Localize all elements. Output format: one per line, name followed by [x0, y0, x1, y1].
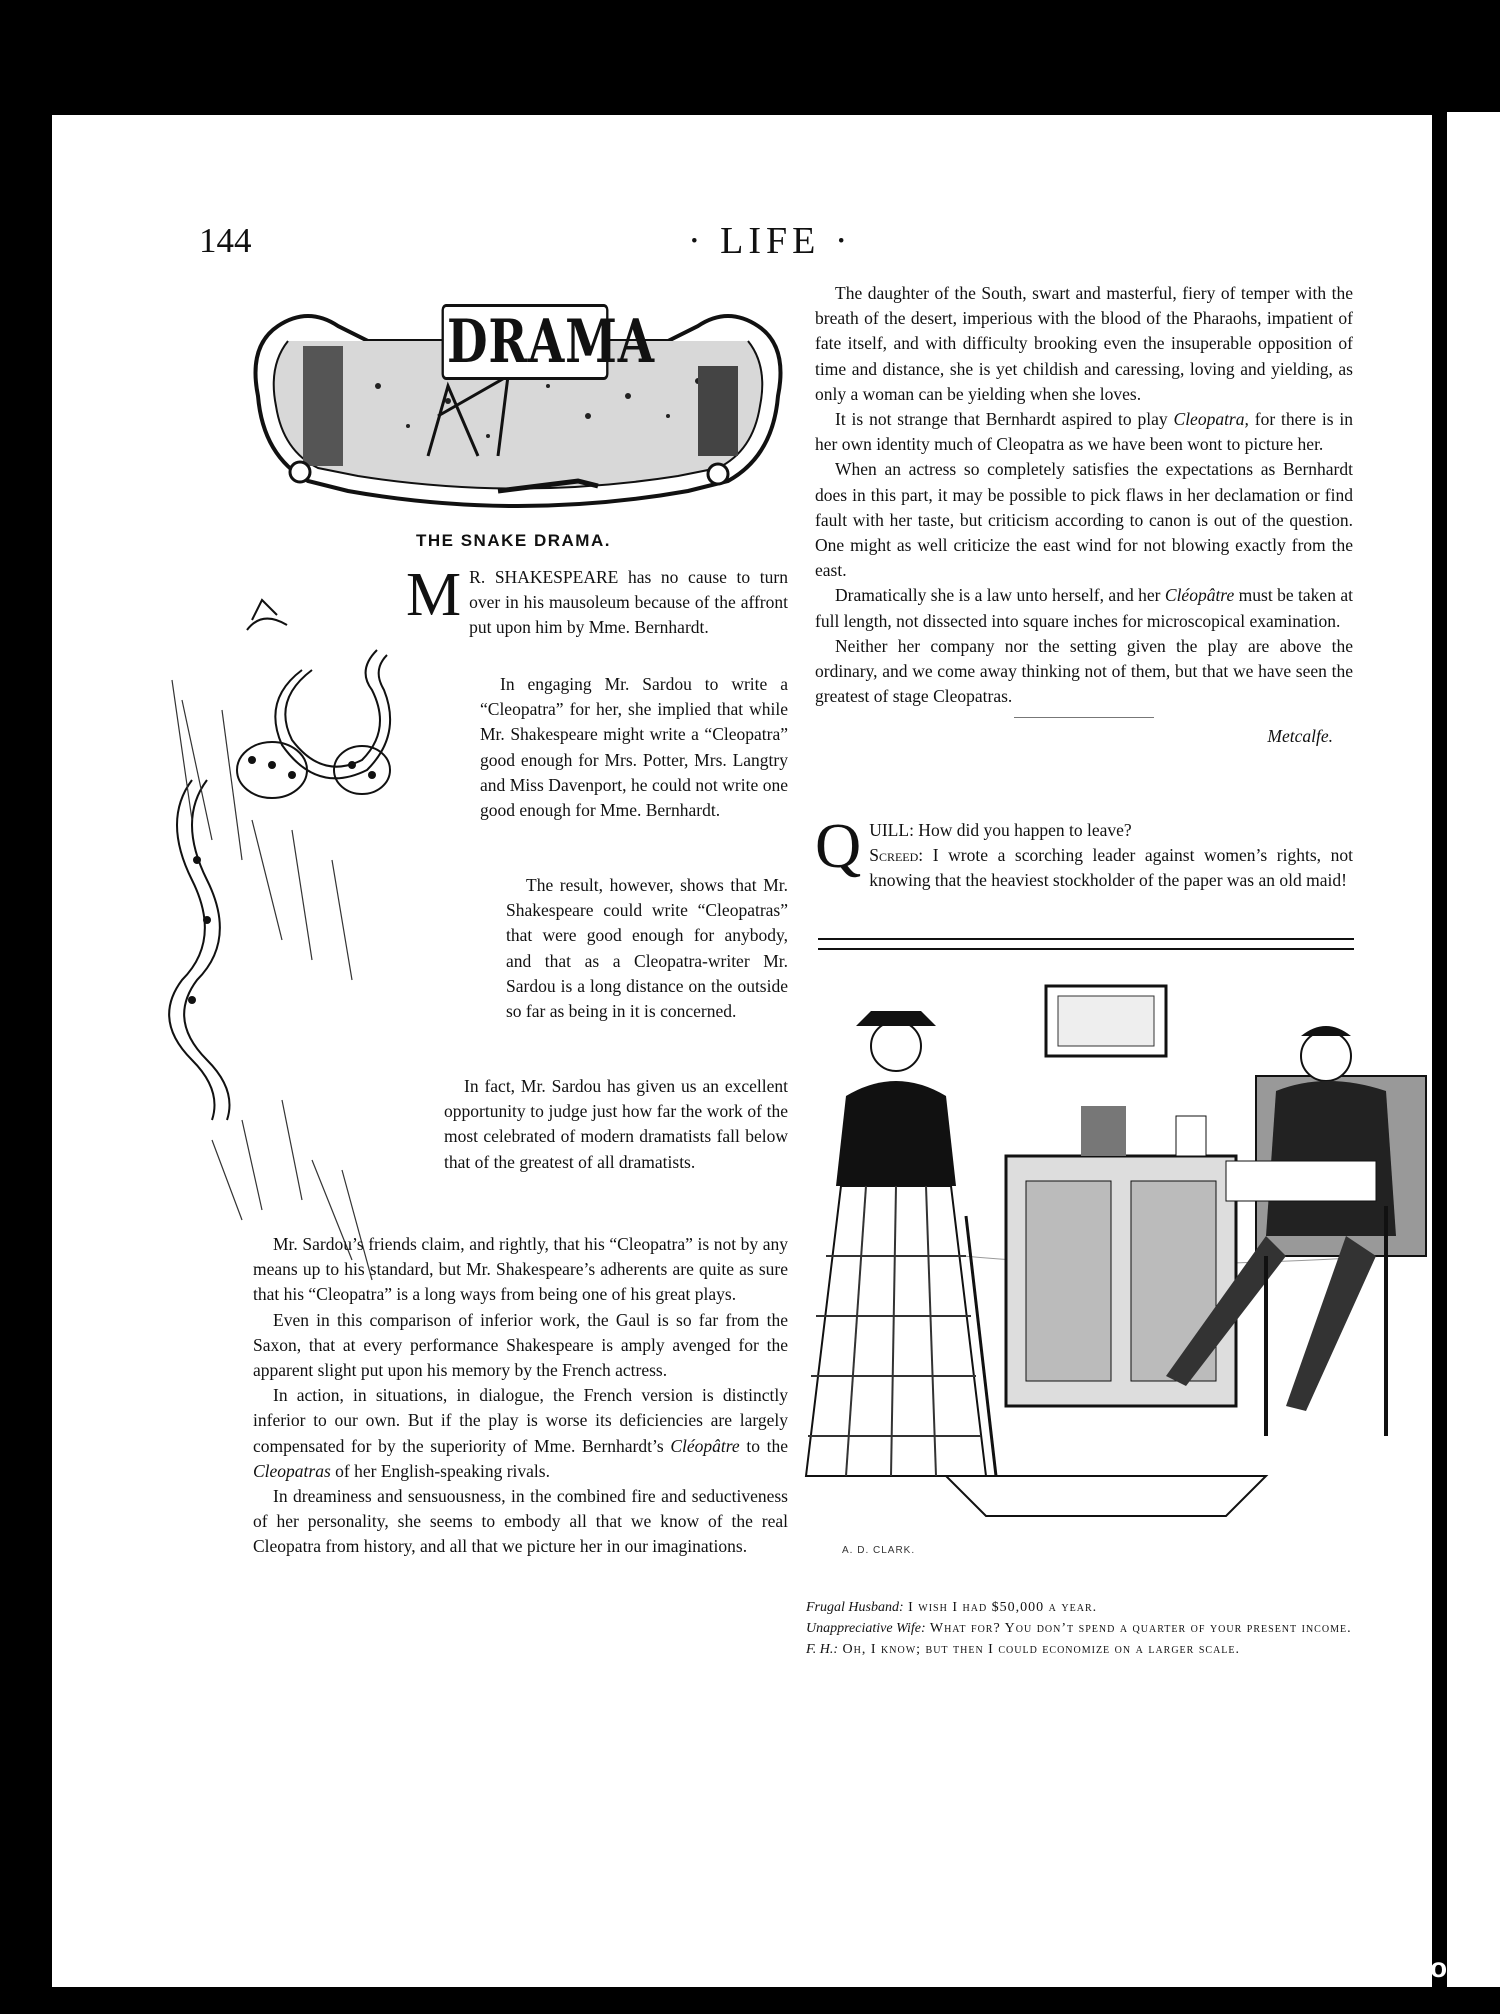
page-number: 144	[199, 221, 252, 260]
italic-title: Cléopâtre	[1164, 585, 1235, 606]
article-lower-block	[253, 1232, 788, 1560]
text-run: In action, in situations, in dialogue, the French version is distinctly inferior to our own. But if the play is worse its deficiencies are largely compensated for by the superiority of Mme. Bernhardt’s	[253, 1385, 788, 1456]
article-paragraph-r4	[815, 583, 1353, 633]
article-paragraph-r5: Neither her company nor the setting given the play are above the ordinary, and we come away thinking not of them, but that we have seen the greatest of stage Cleopatras.	[815, 635, 1353, 707]
caption-line-1	[788, 1597, 1358, 1618]
article-dropcap: M	[406, 561, 462, 629]
masthead: · LIFE ·	[688, 220, 853, 262]
next-page-edge	[1447, 112, 1500, 1987]
cartoon-illustration	[786, 956, 1438, 1546]
caption-speaker: F. H.:	[806, 1642, 839, 1657]
drama-banner-illustration	[248, 286, 788, 521]
quill-dropcap: Q	[815, 810, 862, 881]
article-paragraph-5: Mr. Sardou’s friends claim, and rightly, that his “Cleopatra” is not by any means up to his standard, but Mr. Shakespeare’s adherents are quite as sure that his “Cleopatra” is a long ways from being one of his great plays.	[253, 1234, 788, 1305]
article-paragraph-3-block	[506, 873, 788, 1024]
author-signature: Metcalfe.	[1267, 726, 1333, 747]
screed-label: Screed:	[869, 845, 924, 866]
article-paragraph-2-block	[480, 672, 788, 823]
quill-line: UILL: How did you happen to leave?	[869, 820, 1132, 840]
screed-text: I wrote a scorching leader against women’s rights, not knowing that the heaviest stockholder of the paper was an old maid!	[869, 845, 1353, 891]
caption-text: Oh, I know; but then I could economize on a larger scale.	[838, 1642, 1241, 1657]
text-run: must be taken at full length, not dissected into square inches for microscopical examination.	[815, 585, 1353, 631]
article-paragraph-r1: The daughter of the South, swart and masterful, fiery of temper with the breath of the desert, imperious with the blood of the Pharaohs, impatient of fate itself, and with difficulty brooking even the insuperable opposition of time and distance, she is yet childish and caressing, loving and yielding, as only a woman can be yielding when she loves.	[815, 283, 1353, 404]
text-run: to the	[739, 1435, 788, 1456]
caption-speaker: Unappreciative Wife:	[806, 1621, 926, 1636]
cartoon-caption	[788, 1597, 1358, 1660]
quill-joke	[815, 810, 1353, 894]
signature-rule	[1014, 717, 1154, 718]
article-paragraph-7	[253, 1383, 788, 1484]
site-watermark: comicbooks.com	[1243, 1952, 1472, 1983]
article-opening	[406, 561, 788, 641]
article-paragraph-4-block	[444, 1074, 788, 1175]
italic-title: Cléopâtre	[670, 1435, 740, 1456]
text-run: Dramatically she is a law unto herself, and her	[835, 585, 1165, 606]
drama-title: DRAMA	[442, 304, 609, 380]
article-paragraph-4: In fact, Mr. Sardou has given us an excellent opportunity to judge just how far the work of the most celebrated of modern dramatists fall below that of the greatest of all dramatists.	[444, 1076, 788, 1172]
article-paragraph-6: Even in this comparison of inferior work, the Gaul is so far from the Saxon, that at every performance Shakespeare is amply avenged for the apparent slight put upon his memory by the French actress.	[253, 1309, 788, 1381]
text-run: for there is in her own identity much of Cleopatra as we have been wont to picture her.	[815, 409, 1353, 455]
text-run: It is not strange that Bernhardt aspired to play	[835, 409, 1174, 430]
artist-signature: A. D. CLARK.	[842, 1545, 916, 1556]
article-paragraph-3: The result, however, shows that Mr. Shakespeare could write “Cleopatras” that were good enough for anybody, and that as a Cleopatra-writer Mr. Sardou is a long distance on the outside so far as being in it is concerned.	[506, 875, 788, 1022]
article-paragraph-1: R. SHAKESPEARE has no cause to turn over in his mausoleum because of the affront put upon him by Mme. Bernhardt.	[469, 567, 788, 638]
snake-illustration	[152, 560, 452, 1320]
caption-speaker: Frugal Husband:	[806, 1600, 904, 1615]
article-paragraph-2: In engaging Mr. Sardou to write a “Cleopatra” for her, she implied that while Mr. Shakespeare might write a “Cleopatra” good enough for Mrs. Potter, Mrs. Langtry and Miss Davenport, he could not write one good enough for Mme. Bernhardt.	[480, 674, 788, 821]
caption-text: I wish I had $50,000 a year.	[903, 1600, 1098, 1615]
italic-title: Cleopatra,	[1173, 409, 1249, 430]
article-paragraph-r3: When an actress so completely satisfies the expectations as Bernhardt does in this part, it may be possible to pick flaws in her declamation or find fault with her taste, but criticism according to canon is out of the question. One might as well criticize the east wind for not blowing exactly from the east.	[815, 459, 1353, 581]
caption-line-3	[788, 1639, 1358, 1660]
caption-line-2	[788, 1618, 1358, 1639]
article-right-column	[815, 281, 1353, 750]
double-rule-divider	[818, 938, 1354, 950]
caption-text: What for? You don’t spend a quarter of your present income.	[925, 1621, 1352, 1636]
italic-title: Cleopatras	[253, 1460, 331, 1481]
article-paragraph-r2	[815, 407, 1353, 457]
article-paragraph-8: In dreaminess and sensuousness, in the combined fire and seductiveness of her personality, she seems to embody all that we know of the real Cleopatra from history, and all that we picture her in our imaginations.	[253, 1486, 788, 1557]
article-title: THE SNAKE DRAMA.	[416, 531, 611, 550]
text-run: of her English-speaking rivals.	[330, 1460, 550, 1481]
